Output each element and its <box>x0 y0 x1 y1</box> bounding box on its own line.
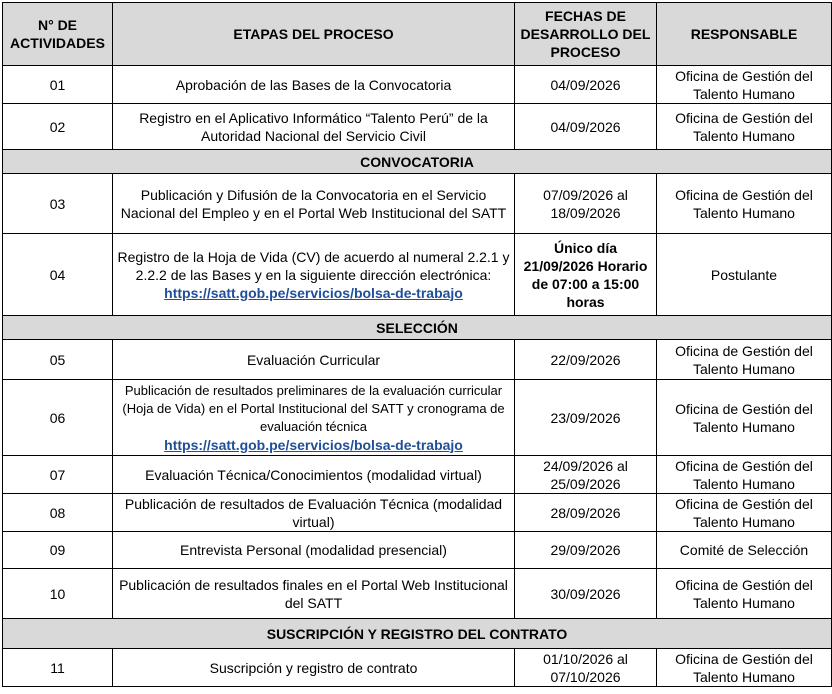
row-responsable: Comité de Selección <box>657 532 832 569</box>
row-etapa: Registro en el Aplicativo Informático “Talento Perú” de la Autoridad Nacional del Servicio Civil <box>113 104 515 150</box>
row-responsable: Oficina de Gestión del Talento Humano <box>657 380 832 456</box>
row-responsable: Oficina de Gestión del Talento Humano <box>657 66 832 104</box>
row-fecha: Único día 21/09/2026 Horario de 07:00 a 15:00 horas <box>515 234 657 316</box>
row-etapa: Registro de la Hoja de Vida (CV) de acuerdo al numeral 2.2.1 y 2.2.2 de las Bases y en la siguiente dirección electrónica: <box>117 248 510 283</box>
row-num: 04 <box>3 234 113 316</box>
row-responsable: Oficina de Gestión del Talento Humano <box>657 340 832 380</box>
row-num: 02 <box>3 104 113 150</box>
row-num: 06 <box>3 380 113 456</box>
row-etapa: Publicación de resultados finales en el Portal Web Institucional del SATT <box>113 569 515 619</box>
row-fecha: 23/09/2026 <box>515 380 657 456</box>
row-responsable: Oficina de Gestión del Talento Humano <box>657 104 832 150</box>
row-etapa: Publicación de resultados de Evaluación Técnica (modalidad virtual) <box>113 494 515 532</box>
row-fecha: 24/09/2026 al 25/09/2026 <box>515 456 657 494</box>
row-etapa: Publicación y Difusión de la Convocatoria en el Servicio Nacional del Empleo y en el Portal Web Institucional del SATT <box>113 174 515 234</box>
row-responsable: Postulante <box>657 234 832 316</box>
row-fecha: 22/09/2026 <box>515 340 657 380</box>
row-fecha: 30/09/2026 <box>515 569 657 619</box>
row-etapa-cell <box>113 380 515 456</box>
table-row <box>3 380 832 456</box>
section-suscripcion: SUSCRIPCIÓN Y REGISTRO DEL CONTRATO <box>3 619 832 649</box>
row-fecha: 07/09/2026 al 18/09/2026 <box>515 174 657 234</box>
row-fecha: 04/09/2026 <box>515 104 657 150</box>
row-num: 05 <box>3 340 113 380</box>
table-header-row <box>3 3 832 66</box>
row-etapa: Evaluación Técnica/Conocimientos (modalidad virtual) <box>113 456 515 494</box>
row-etapa: Evaluación Curricular <box>113 340 515 380</box>
header-etapas: ETAPAS DEL PROCESO <box>113 3 515 66</box>
row-etapa: Aprobación de las Bases de la Convocatoria <box>113 66 515 104</box>
table-row <box>3 649 832 687</box>
section-convocatoria: CONVOCATORIA <box>3 150 832 174</box>
table-row <box>3 569 832 619</box>
section-row <box>3 316 832 340</box>
section-row <box>3 619 832 649</box>
header-responsable: RESPONSABLE <box>657 3 832 66</box>
row-fecha: 01/10/2026 al 07/10/2026 <box>515 649 657 687</box>
row-num: 07 <box>3 456 113 494</box>
bolsa-trabajo-link[interactable]: https://satt.gob.pe/servicios/bolsa-de-trabajo <box>164 284 463 301</box>
cronograma-table <box>2 2 832 687</box>
table-row <box>3 104 832 150</box>
row-fecha: 04/09/2026 <box>515 66 657 104</box>
table-row <box>3 66 832 104</box>
row-num: 11 <box>3 649 113 687</box>
row-num: 10 <box>3 569 113 619</box>
row-responsable: Oficina de Gestión del Talento Humano <box>657 174 832 234</box>
row-num: 08 <box>3 494 113 532</box>
row-etapa: Entrevista Personal (modalidad presencial) <box>113 532 515 569</box>
table-row <box>3 340 832 380</box>
table-row <box>3 234 832 316</box>
row-responsable: Oficina de Gestión del Talento Humano <box>657 456 832 494</box>
section-row <box>3 150 832 174</box>
table-row <box>3 174 832 234</box>
header-num: N° DE ACTIVIDADES <box>3 3 113 66</box>
row-responsable: Oficina de Gestión del Talento Humano <box>657 569 832 619</box>
section-seleccion: SELECCIÓN <box>3 316 832 340</box>
row-num: 01 <box>3 66 113 104</box>
row-num: 03 <box>3 174 113 234</box>
row-etapa: Publicación de resultados preliminares de la evaluación curricular (Hoja de Vida) en el Portal Institucional del SATT y cronograma de evaluación técnica <box>122 382 505 434</box>
row-etapa-cell <box>113 234 515 316</box>
row-fecha: 29/09/2026 <box>515 532 657 569</box>
table-row <box>3 456 832 494</box>
row-etapa: Suscripción y registro de contrato <box>113 649 515 687</box>
row-responsable: Oficina de Gestión del Talento Humano <box>657 494 832 532</box>
header-fechas: FECHAS DE DESARROLLO DEL PROCESO <box>515 3 657 66</box>
row-fecha: 28/09/2026 <box>515 494 657 532</box>
table-row <box>3 532 832 569</box>
row-responsable: Oficina de Gestión del Talento Humano <box>657 649 832 687</box>
bolsa-trabajo-link[interactable]: https://satt.gob.pe/servicios/bolsa-de-trabajo <box>164 436 463 453</box>
table-row <box>3 494 832 532</box>
row-num: 09 <box>3 532 113 569</box>
